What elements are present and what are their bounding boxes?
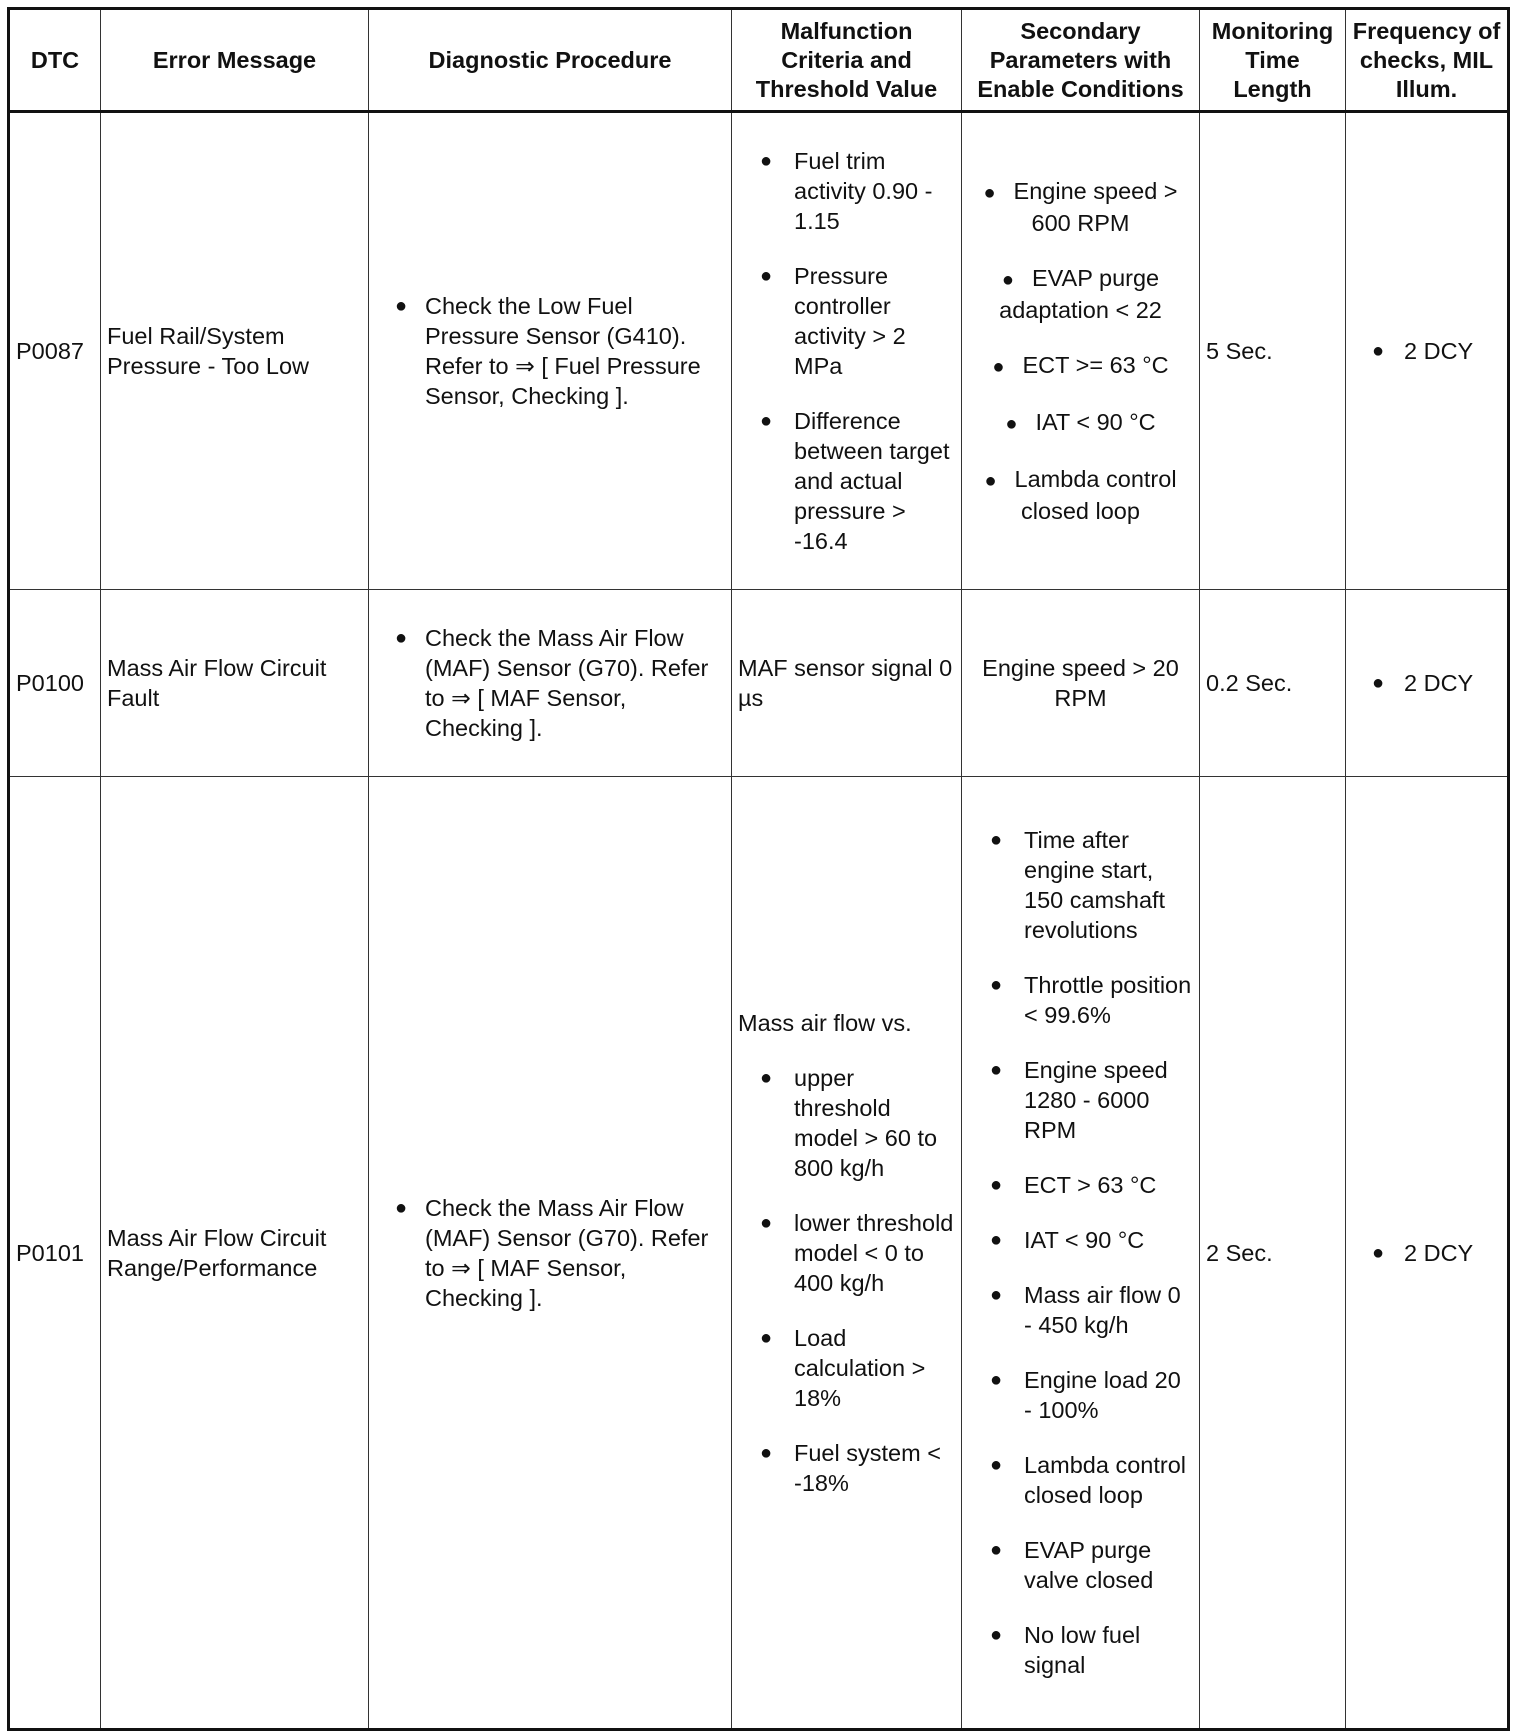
procedure-list <box>375 291 725 411</box>
criteria-lead: Mass air flow vs. <box>738 1009 912 1036</box>
list-item: ● Lambda control closed loop <box>968 464 1193 526</box>
monitoring-time: 2 Sec. <box>1200 777 1346 1730</box>
diagnostic-procedure <box>369 777 732 1730</box>
parameters-list <box>968 825 1193 1680</box>
header-row <box>9 9 1509 112</box>
header-diagnostic-procedure: Diagnostic Procedure <box>369 9 732 112</box>
secondary-parameters: Engine speed > 20 RPM <box>962 590 1200 777</box>
parameters-list <box>968 176 1193 526</box>
error-message: Fuel Rail/System Pressure - Too Low <box>101 112 369 590</box>
list-item: ● 2 DCY <box>1352 1238 1501 1268</box>
secondary-parameters <box>962 777 1200 1730</box>
header-error-message: Error Message <box>101 9 369 112</box>
list-item: ● Engine speed > 600 RPM <box>968 176 1193 238</box>
list-item: ● Lambda control closed loop <box>968 1450 1193 1510</box>
list-item: ● IAT < 90 °C <box>968 407 1193 439</box>
diagnostic-procedure <box>369 590 732 777</box>
header-secondary-parameters: Secondary Parameters with Enable Conditions <box>962 9 1200 112</box>
dtc-code: P0101 <box>9 777 101 1730</box>
criteria-list <box>738 1063 955 1498</box>
monitoring-time: 0.2 Sec. <box>1200 590 1346 777</box>
table-row-p0101 <box>9 777 1509 1730</box>
list-item: ● Throttle position < 99.6% <box>968 970 1193 1030</box>
procedure-list <box>375 623 725 743</box>
frequency-list <box>1352 1238 1501 1268</box>
list-item: ● IAT < 90 °C <box>968 1225 1193 1255</box>
malfunction-criteria: MAF sensor signal 0 µs <box>732 590 962 777</box>
list-item: ● Engine speed 1280 - 6000 RPM <box>968 1055 1193 1145</box>
table-row-p0100 <box>9 590 1509 777</box>
error-message: Mass Air Flow Circuit Range/Performance <box>101 777 369 1730</box>
list-item: ● Engine load 20 - 100% <box>968 1365 1193 1425</box>
list-item: ● EVAP purge adaptation < 22 <box>968 263 1193 325</box>
frequency <box>1346 777 1509 1730</box>
list-item: ● upper threshold model > 60 to 800 kg/h <box>738 1063 955 1183</box>
list-item: ● 2 DCY <box>1352 668 1501 698</box>
secondary-parameters <box>962 112 1200 590</box>
list-item: ● Load calculation > 18% <box>738 1323 955 1413</box>
list-item: ● ECT > 63 °C <box>968 1170 1193 1200</box>
list-item: ● Fuel trim activity 0.90 - 1.15 <box>738 146 955 236</box>
frequency-list <box>1352 336 1501 366</box>
list-item: ● 2 DCY <box>1352 336 1501 366</box>
list-item: ● EVAP purge valve closed <box>968 1535 1193 1595</box>
dtc-table <box>7 7 1510 1731</box>
list-item: ● Time after engine start, 150 camshaft revolutions <box>968 825 1193 945</box>
header-dtc: DTC <box>9 9 101 112</box>
list-item: ● Difference between target and actual pressure > -16.4 <box>738 406 955 556</box>
procedure-list <box>375 1193 725 1313</box>
malfunction-criteria <box>732 112 962 590</box>
frequency-list <box>1352 668 1501 698</box>
dtc-code: P0100 <box>9 590 101 777</box>
frequency <box>1346 112 1509 590</box>
malfunction-criteria <box>732 777 962 1730</box>
list-item: ● Check the Mass Air Flow (MAF) Sensor (G70). Refer to ⇒ [ MAF Sensor, Checking ]. <box>375 623 725 743</box>
table-row-p0087 <box>9 112 1509 590</box>
list-item: ● Fuel system < -18% <box>738 1438 955 1498</box>
list-item: ● Check the Mass Air Flow (MAF) Sensor (G70). Refer to ⇒ [ MAF Sensor, Checking ]. <box>375 1193 725 1313</box>
criteria-list <box>738 146 955 556</box>
frequency <box>1346 590 1509 777</box>
list-item: ● Pressure controller activity > 2 MPa <box>738 261 955 381</box>
dtc-code: P0087 <box>9 112 101 590</box>
list-item: ● ECT >= 63 °C <box>968 350 1193 382</box>
diagnostic-procedure <box>369 112 732 590</box>
list-item: ● lower threshold model < 0 to 400 kg/h <box>738 1208 955 1298</box>
list-item: ● No low fuel signal <box>968 1620 1193 1680</box>
header-frequency: Frequency of checks, MIL Illum. <box>1346 9 1509 112</box>
error-message: Mass Air Flow Circuit Fault <box>101 590 369 777</box>
list-item: ● Check the Low Fuel Pressure Sensor (G410). Refer to ⇒ [ Fuel Pressure Sensor, Checking ]. <box>375 291 725 411</box>
monitoring-time: 5 Sec. <box>1200 112 1346 590</box>
header-monitoring-time: Monitoring Time Length <box>1200 9 1346 112</box>
header-malfunction-criteria: Malfunction Criteria and Threshold Value <box>732 9 962 112</box>
list-item: ● Mass air flow 0 - 450 kg/h <box>968 1280 1193 1340</box>
